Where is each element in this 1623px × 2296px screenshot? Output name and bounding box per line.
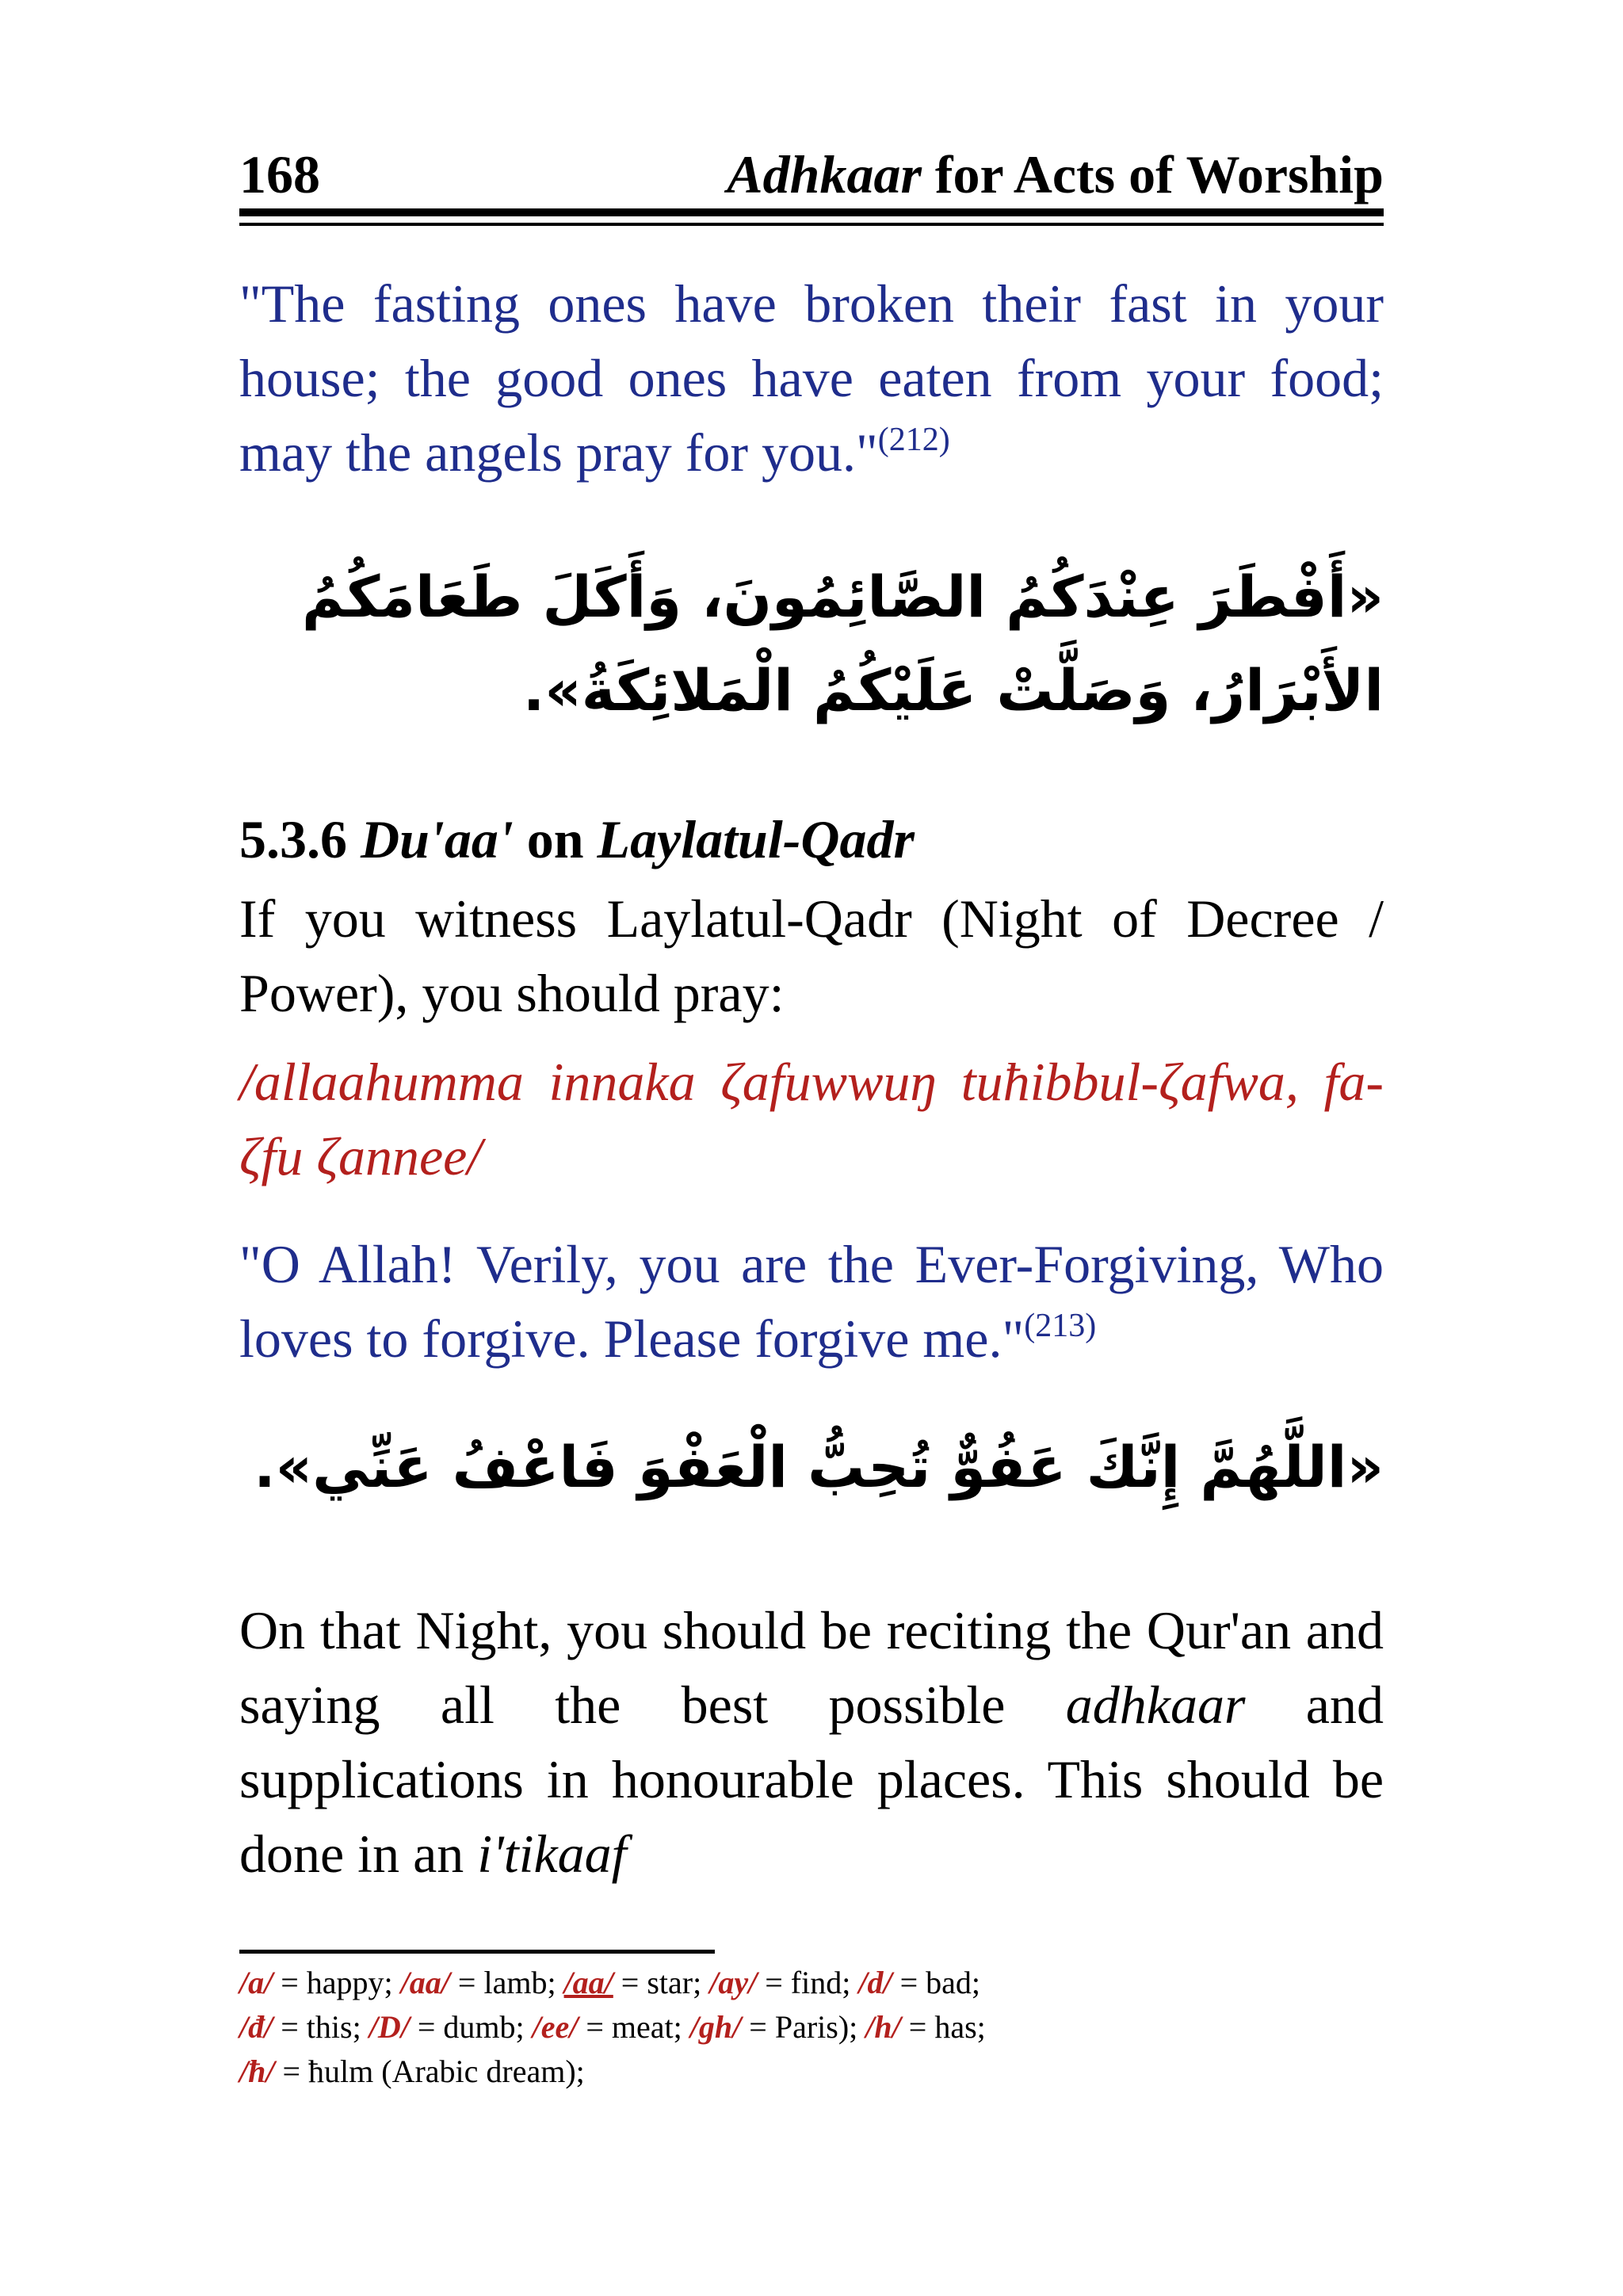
- section-word-on: on: [526, 809, 584, 869]
- page-number: 168: [239, 144, 320, 204]
- fn-equals: =: [586, 2009, 604, 2045]
- fn-word: lamb;: [483, 1965, 556, 2000]
- transliteration: /allaahumma innaka ζafuwwuŋ tuħibbul-ζafwa, fa-ζfu ζannee/: [239, 1052, 1384, 1186]
- translation-212-text: "The fasting ones have broken their fast in your house; the good ones have eaten from your food; may the angels pray for you.": [239, 273, 1384, 483]
- body-line-2: and supplications in honourable: [239, 1675, 1384, 1809]
- translation-212: [239, 266, 1384, 490]
- fn-word: ħulm (Arabic dream);: [308, 2053, 585, 2089]
- body-line-1: On that Night, you should be reciting the Qur'an and saying all the best possible: [239, 1600, 1384, 1735]
- fn-word: has;: [934, 2009, 986, 2045]
- running-title-rest: for Acts of Worship: [921, 144, 1384, 204]
- fn-symbol: /aa/: [400, 1965, 450, 2000]
- footnote-line-1: [239, 1961, 1384, 2005]
- footnote-line-2: [239, 2005, 1384, 2050]
- section-heading: [239, 804, 1384, 875]
- translation-213-text: "O Allah! Verily, you are the Ever-Forgiving, Who loves to forgive. Please forgive me.": [239, 1234, 1384, 1369]
- body-italic-adhkaar: adhkaar: [1065, 1675, 1246, 1735]
- section-number: 5.3.6: [239, 809, 347, 869]
- fn-equals: =: [281, 2009, 299, 2045]
- fn-symbol: /D/: [369, 2009, 410, 2045]
- fn-equals: =: [281, 1965, 299, 2000]
- fn-word: happy;: [306, 1965, 393, 2000]
- arabic-supplication-1: «أَفْطَرَ عِنْدَكُمُ الصَّائِمُونَ، وَأَكَلَ طَعَامَكُمُ الأَبْرَارُ، وَصَلَّتْ عَلَيْكُمُ الْمَلائِكَةُ».: [302, 563, 1384, 724]
- intro-paragraph: If you witness Laylatul-Qadr (Night of Decree / Power), you should pray:: [239, 888, 1384, 1023]
- arabic-supplication-2: «اللَّهُمَّ إِنَّكَ عَفُوٌّ تُحِبُّ الْعَفْوَ فَاعْفُ عَنِّي».: [254, 1434, 1384, 1500]
- fn-equals: =: [417, 2009, 436, 2045]
- fn-equals: =: [457, 1965, 476, 2000]
- running-title-italic: Adhkaar: [727, 144, 922, 204]
- fn-word: meat;: [611, 2009, 682, 2045]
- running-title: [727, 143, 1384, 206]
- section-word-duaa: Du'aa': [361, 809, 514, 869]
- fn-equals: =: [282, 2053, 301, 2089]
- reference-213: (213): [1024, 1308, 1097, 1344]
- body-line-3: places. This should be done in an: [239, 1749, 1384, 1884]
- page-header: [239, 143, 1384, 206]
- translation-213: [239, 1227, 1384, 1376]
- fn-equals: =: [899, 1965, 918, 2000]
- fn-symbol: /a/: [239, 1965, 273, 2000]
- fn-word: star;: [647, 1965, 702, 2000]
- body-paragraph: [239, 1593, 1384, 1891]
- footnote-rule: [239, 1950, 715, 1954]
- header-rule-thin: [239, 223, 1384, 226]
- fn-word: this;: [306, 2009, 361, 2045]
- fn-word: bad;: [926, 1965, 980, 2000]
- fn-symbol: /aa/: [563, 1965, 613, 2000]
- fn-symbol: /d/: [858, 1965, 892, 2000]
- fn-word: Paris);: [774, 2009, 858, 2045]
- fn-symbol: /ay/: [709, 1965, 758, 2000]
- fn-equals: =: [749, 2009, 767, 2045]
- fn-symbol: /ee/: [532, 2009, 579, 2045]
- fn-equals: =: [621, 1965, 640, 2000]
- footnote-line-3: [239, 2050, 1384, 2094]
- header-rule-thick: [239, 208, 1384, 216]
- fn-symbol: /gh/: [689, 2009, 742, 2045]
- section-word-laylatul-qadr: Laylatul-Qadr: [597, 809, 915, 869]
- fn-symbol: /đ/: [239, 2009, 273, 2045]
- reference-212: (212): [877, 422, 950, 458]
- fn-equals: =: [908, 2009, 927, 2045]
- fn-word: find;: [790, 1965, 851, 2000]
- body-italic-itikaaf: i'tikaaf: [477, 1824, 627, 1884]
- fn-symbol: /h/: [865, 2009, 901, 2045]
- fn-word: dumb;: [443, 2009, 525, 2045]
- fn-symbol: /ħ/: [239, 2053, 275, 2089]
- fn-equals: =: [765, 1965, 783, 2000]
